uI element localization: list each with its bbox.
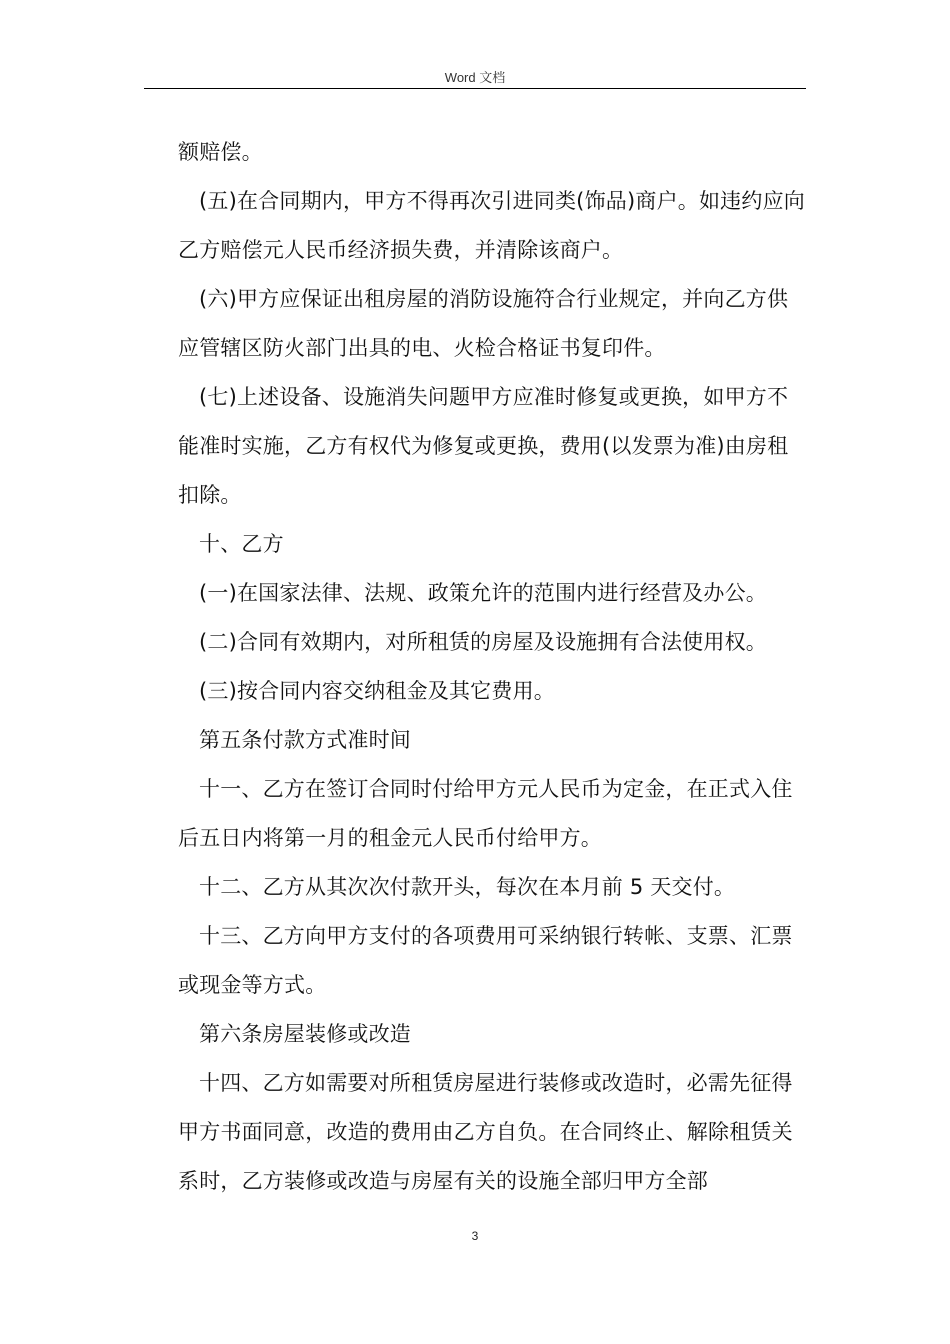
paragraph: (七)上述设备、设施消失问题甲方应准时修复或更换，如甲方不能准时实施，乙方有权代为修复或更换，费用(以发票为准)由房租扣除。 [178,385,789,507]
page-header [144,0,806,89]
paragraph: 十二、乙方从其次次付款开头，每次在本月前 5 天交付。 [199,875,736,899]
paragraph: 十四、乙方如需要对所租赁房屋进行装修或改造时，必需先征得甲方书面同意，改造的费用由乙方自负。在合同终止、解除租赁关系时，乙方装修或改造与房屋有关的设施全部归甲方全部 [178,1071,793,1193]
paragraph: (五)在合同期内，甲方不得再次引进同类(饰品)商户。如违约应向乙方赔偿元人民币经济损失费，并清除该商户。 [178,189,805,262]
section-heading: 第五条付款方式准时间 [199,728,411,752]
paragraph: (六)甲方应保证出租房屋的消防设施符合行业规定，并向乙方供应管辖区防火部门出具的电、火检合格证书复印件。 [178,287,789,360]
section-heading: 十、乙方 [199,532,284,556]
paragraph: 十三、乙方向甲方支付的各项费用可采纳银行转帐、支票、汇票或现金等方式。 [178,924,793,997]
document-body [178,128,808,1206]
header-title: Word 文档 [444,70,506,85]
section-heading: 第六条房屋装修或改造 [199,1022,411,1046]
page-number: 3 [471,1229,479,1243]
paragraph: (二)合同有效期内，对所租赁的房屋及设施拥有合法使用权。 [199,630,767,654]
paragraph: (一)在国家法律、法规、政策允许的范围内进行经营及办公。 [199,581,767,605]
paragraph: 十一、乙方在签订合同时付给甲方元人民币为定金，在正式入住后五日内将第一月的租金元人民币付给甲方。 [178,777,793,850]
paragraph: (三)按合同内容交纳租金及其它费用。 [199,679,555,703]
paragraph: 额赔偿。 [178,140,263,164]
